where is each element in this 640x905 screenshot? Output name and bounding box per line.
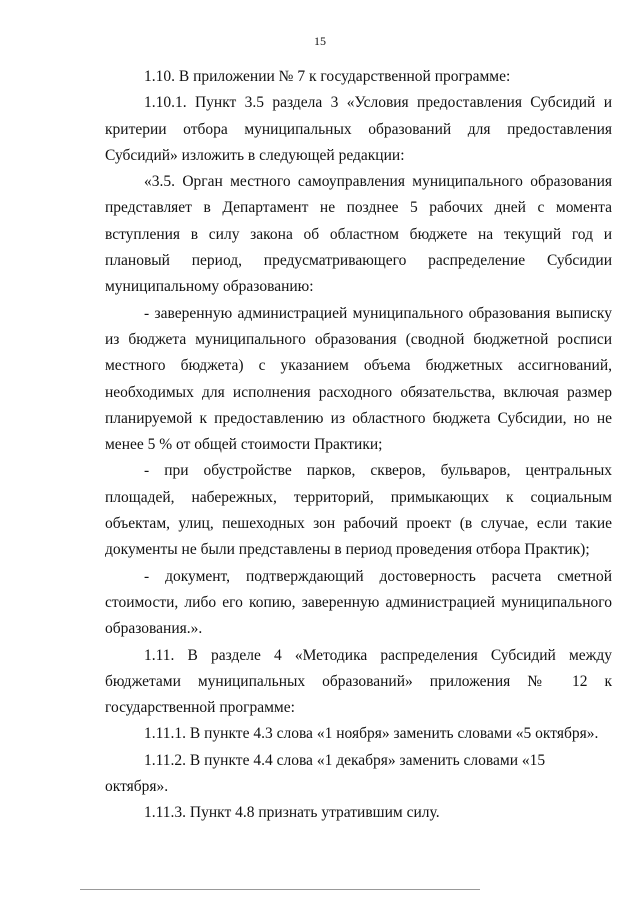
paragraph-1-11: 1.11. В разделе 4 «Методика распределения Субсидий между бюджетами муниципальных образований» приложения № 12 к государственной программе: [105, 646, 612, 717]
footer-divider [80, 889, 480, 890]
paragraph-3-5: «3.5. Орган местного самоуправления муниципального образования представляет в Департамент не позднее 5 рабочих дней с момента вступления в силу закона об областном бюджете на текущий год и плановый период, предусматривающего распределение Субсидии муниципальному образованию: [105, 173, 612, 296]
paragraph-1-11-2: 1.11.2. В пункте 4.4 слова «1 декабря» заменить словами «15 октября». [105, 751, 546, 796]
paragraph-cost-document: - документ, подтверждающий достоверность расчета сметной стоимости, либо его копию, заверенную администрацией муниципального образования.». [105, 567, 612, 638]
paragraph-work-project: - при обустройстве парков, скверов, бульваров, центральных площадей, набережных, территорий, примыкающих к социальным объектам, улиц, пешеходных зон рабочий проект (в случае, если такие документы не были представлены в период проведения отбора Практик); [105, 462, 612, 559]
page-number: 15 [314, 34, 326, 48]
paragraph-1-11-1: 1.11.1. В пункте 4.3 слова «1 ноября» заменить словами «5 октября». [144, 725, 599, 743]
document-body [105, 64, 612, 827]
paragraph-1-10: 1.10. В приложении № 7 к государственной программе: [144, 68, 511, 85]
paragraph-budget-extract: - заверенную администрацией муниципального образования выписку из бюджета муниципального образования (сводной бюджетной росписи местного бюджета) с указанием объема бюджетных ассигнований, необходимых для исполнения расходного обязательства, включая размер планируемой к предоставлению из областного бюджета Субсидии, но не менее 5 % от общей стоимости Практики; [105, 304, 612, 454]
paragraph-1-10-1: 1.10.1. Пункт 3.5 раздела 3 «Условия предоставления Субсидий и критерии отбора муниципальных образований для предоставления Субсидий» изложить в следующей редакции: [105, 94, 612, 164]
paragraph-1-11-3: 1.11.3. Пункт 4.8 признать утратившим силу. [144, 804, 440, 822]
